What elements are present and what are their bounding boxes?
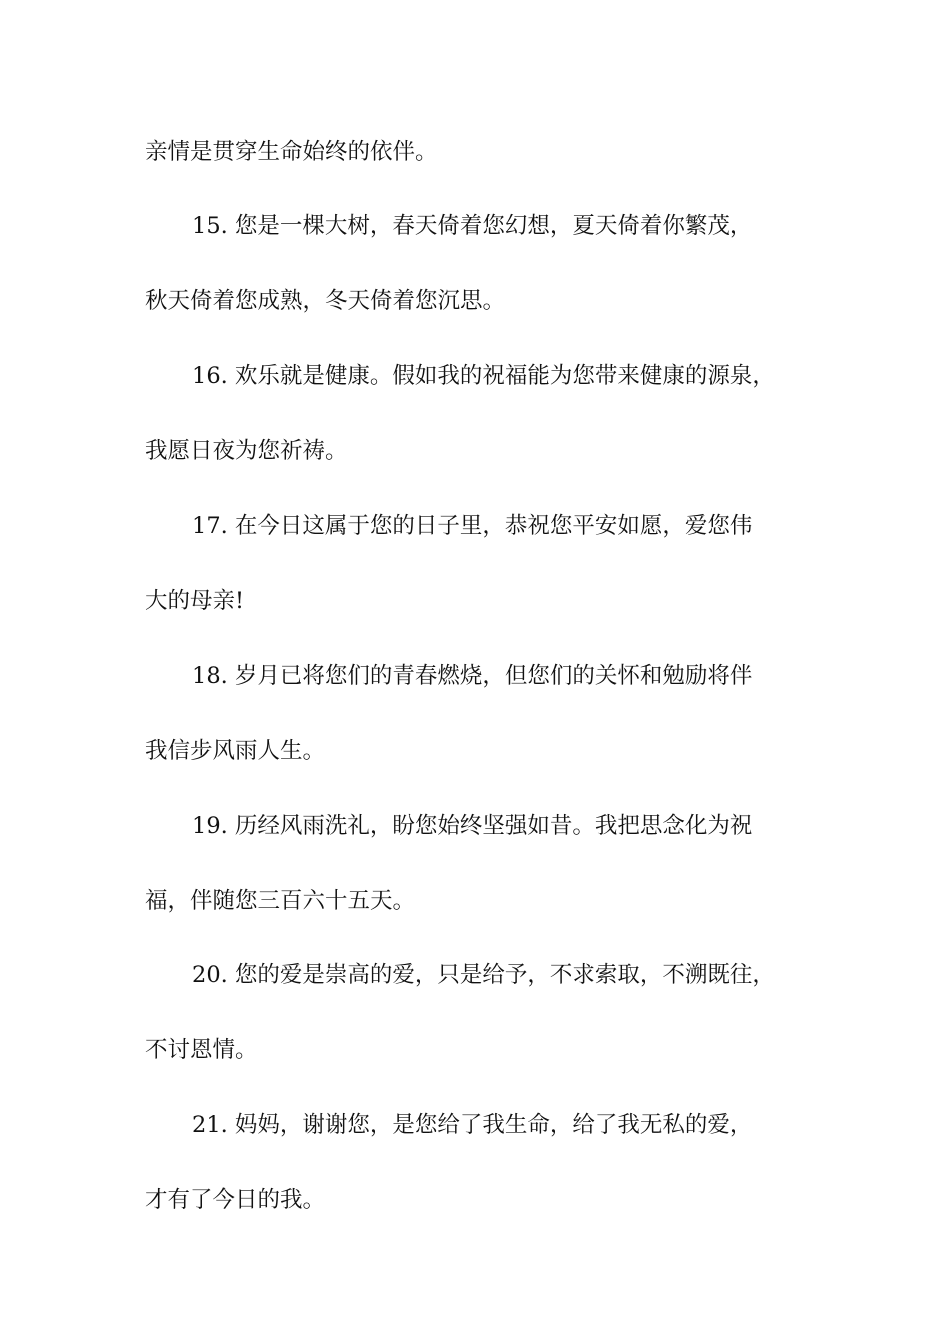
paragraph-first-line: 16. 欢乐就是健康。假如我的祝福能为您带来健康的源泉，	[192, 363, 775, 389]
paragraph-first-line: 19. 历经风雨洗礼，盼您始终坚强如昔。我把思念化为祝	[192, 813, 753, 839]
text-line: 福，伴随您三百六十五天。	[145, 888, 416, 914]
paragraph-first-line: 17. 在今日这属于您的日子里，恭祝您平安如愿，爱您伟	[192, 513, 753, 539]
text-line: 我愿日夜为您祈祷。	[145, 438, 348, 464]
text-line: 才有了今日的我。	[145, 1187, 326, 1213]
paragraph-first-line: 18. 岁月已将您们的青春燃烧，但您们的关怀和勉励将伴	[192, 663, 753, 689]
text-line: 我信步风雨人生。	[145, 738, 326, 764]
text-line: 不讨恩情。	[145, 1037, 258, 1063]
paragraph-first-line: 21. 妈妈，谢谢您，是您给了我生命，给了我无私的爱，	[192, 1112, 753, 1138]
paragraph-first-line: 20. 您的爱是崇高的爱，只是给予，不求索取，不溯既往，	[192, 962, 775, 988]
text-line: 大的母亲!	[145, 588, 245, 614]
paragraph-first-line: 15. 您是一棵大树，春天倚着您幻想，夏天倚着你繁茂，	[192, 213, 753, 239]
text-line: 亲情是贯穿生命始终的依伴。	[145, 139, 438, 165]
text-line: 秋天倚着您成熟，冬天倚着您沉思。	[145, 288, 506, 314]
